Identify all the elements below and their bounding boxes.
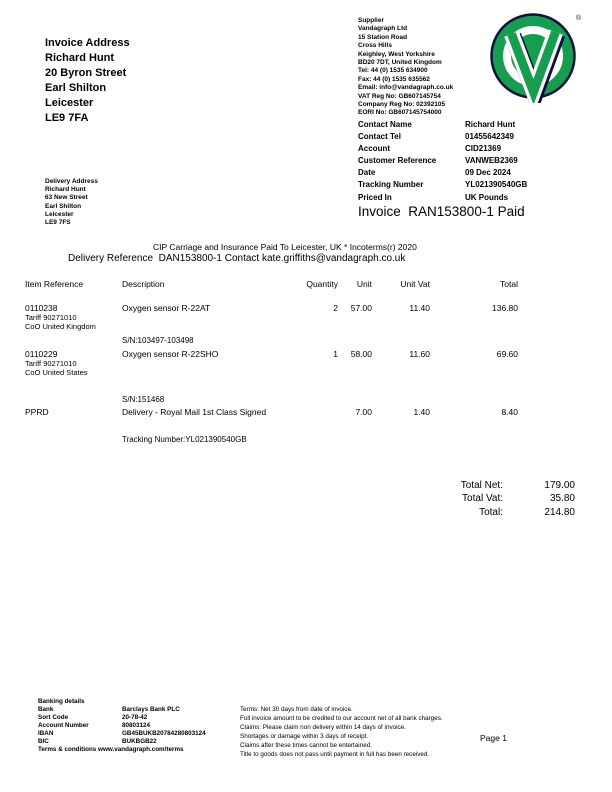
total-label: Total: — [479, 506, 503, 518]
item-unit-vat: 1.40 — [413, 407, 430, 417]
contact-label: Contact Tel — [358, 132, 401, 142]
totals-block — [400, 479, 575, 519]
contact-row — [358, 155, 527, 167]
total-vat-value: 35.80 — [549, 493, 575, 505]
contact-row — [358, 167, 527, 179]
supplier-line: BD20 7DT, United Kingdom — [358, 59, 442, 67]
supplier-line: Email: info@vandagraph.co.uk — [358, 84, 454, 92]
item-unit-vat: 11.60 — [409, 349, 430, 359]
totals-row — [400, 479, 575, 492]
total-value: 214.80 — [544, 506, 575, 518]
iban-label: IBAN — [38, 730, 54, 737]
banking-details-title: Banking details — [38, 698, 85, 705]
delivery-address-line: Richard Hunt — [45, 186, 86, 194]
item-tariff: Tariff 90271010 — [25, 359, 77, 368]
vandagraph-logo — [488, 11, 584, 103]
terms-line: Shortages or damage within 3 days of receipt. — [240, 733, 369, 740]
delivery-address-line: LE9 7FS — [45, 219, 71, 227]
invoice-address-line: LE9 7FA — [45, 112, 89, 124]
contact-value: Richard Hunt — [465, 120, 516, 129]
header-item-reference: Item Reference — [25, 279, 84, 289]
supplier-line: Supplier — [358, 17, 385, 24]
contact-value: YL021390540GB — [465, 180, 528, 190]
item-quantity: 1 — [333, 349, 338, 359]
item-total: 136.80 — [492, 303, 518, 313]
bic-label: BIC — [38, 738, 49, 745]
item-description: Oxygen sensor R-22SHO — [122, 349, 219, 359]
supplier-block — [358, 17, 453, 118]
delivery-reference-line: Delivery Reference DAN153800-1 Contact kate.griffiths@vandagraph.co.uk — [68, 253, 406, 264]
contact-label: Customer Reference — [358, 156, 437, 166]
terms-line: Terms: Net 30 days from date of invoice. — [240, 706, 353, 713]
terms-line: Claims after these times cannot be entertained. — [240, 742, 372, 749]
item-tariff: Tariff 90271010 — [25, 313, 77, 322]
contact-row — [358, 179, 527, 191]
item-unit-vat: 11.40 — [409, 303, 430, 313]
invoice-address-line: Earl Shilton — [45, 82, 107, 94]
item-total: 8.40 — [501, 407, 518, 417]
delivery-address-line: Leicester — [45, 210, 74, 218]
invoice-address-line: Leicester — [45, 97, 94, 109]
bank-value: Barclays Bank PLC — [122, 706, 180, 713]
contact-label: Contact Name — [358, 120, 412, 129]
item-tracking-number: Tracking Number:YL021390540GB — [122, 435, 247, 444]
totals-row — [400, 492, 575, 505]
invoice-address-block — [45, 36, 130, 126]
supplier-line: VAT Reg No: GB607145754 — [358, 92, 441, 100]
terms-block — [240, 705, 443, 759]
item-serial-numbers: S/N:103497-103498 — [122, 336, 194, 345]
contact-value: 09 Dec 2024 — [465, 168, 511, 178]
account-number-label: Account Number — [38, 722, 89, 729]
terms-line: Full invoice amount to be credited to our account net of all bank charges. — [240, 715, 443, 722]
delivery-address-block — [45, 178, 98, 227]
banking-row — [38, 730, 206, 738]
item-total: 69.60 — [496, 349, 518, 359]
item-unit-price: 7.00 — [355, 407, 372, 417]
invoice-address-line: 20 Byron Street — [45, 67, 127, 79]
header-quantity: Quantity — [306, 279, 338, 289]
header-total: Total — [500, 279, 518, 289]
incoterms-line: CIP Carriage and Insurance Paid To Leicester, UK * Incoterms(r) 2020 — [153, 242, 417, 252]
contact-label: Tracking Number — [358, 180, 424, 190]
supplier-line: 15 Station Road — [358, 33, 408, 41]
registered-mark: ® — [576, 15, 582, 22]
contact-row — [358, 143, 527, 155]
bank-label: Bank — [38, 706, 54, 713]
item-reference: PPRD — [25, 407, 49, 417]
terms-line: Claims: Please claim non delivery within 14 days of invoice. — [240, 724, 406, 731]
invoice-title: Invoice RAN153800-1 Paid — [358, 204, 525, 219]
item-reference: 0110238 — [25, 303, 58, 313]
banking-row — [38, 738, 206, 746]
contact-value: CID21369 — [465, 144, 502, 154]
header-unit-vat: Unit Vat — [400, 279, 430, 289]
vandagraph-logo-icon — [488, 11, 584, 103]
item-unit-price: 58.00 — [350, 349, 372, 359]
total-net-label: Total Net: — [460, 480, 503, 491]
supplier-line: Cross Hills — [358, 42, 392, 50]
banking-row — [38, 706, 206, 714]
contact-block — [358, 119, 527, 204]
supplier-line: Company Reg No: 02392105 — [358, 101, 446, 109]
item-description: Oxygen sensor R-22AT — [122, 303, 211, 313]
item-reference: 0110229 — [25, 349, 58, 359]
total-vat-label: Total Vat: — [462, 493, 503, 505]
sort-code-value: 20-78-42 — [122, 714, 148, 721]
contact-value: 01455642349 — [465, 132, 514, 142]
sort-code-label: Sort Code — [38, 714, 69, 721]
contact-value: UK Pounds — [465, 192, 509, 202]
page-number: Page 1 — [480, 733, 507, 743]
contact-row — [358, 131, 527, 143]
item-description: Delivery - Royal Mail 1st Class Signed — [122, 407, 267, 417]
delivery-address-line: 63 New Street — [45, 194, 88, 202]
terms-conditions-url: Terms & conditions www.vandagraph.com/terms — [38, 746, 184, 753]
item-coo: CoO United States — [25, 368, 88, 377]
terms-line: Title to goods does not pass until payment in full has been received. — [240, 751, 430, 758]
header-unit: Unit — [356, 279, 372, 289]
invoice-address-title: Invoice Address — [45, 37, 130, 49]
banking-row — [38, 722, 206, 730]
delivery-address-line: Earl Shilton — [45, 202, 82, 210]
banking-row — [38, 714, 206, 722]
account-number-value: 80803124 — [122, 722, 151, 729]
bic-value: BUKBGB22 — [122, 738, 157, 745]
contact-value: VANWEB2369 — [465, 156, 518, 166]
supplier-line: Fax: 44 (0) 1535 635562 — [358, 75, 430, 83]
iban-value: GB45BUKB20784280803124 — [122, 730, 206, 737]
contact-label: Account — [358, 144, 390, 154]
invoice-address-line: Richard Hunt — [45, 52, 115, 64]
contact-row — [358, 192, 527, 204]
contact-label: Date — [358, 168, 376, 178]
header-description: Description — [122, 279, 165, 289]
item-coo: CoO United Kingdom — [25, 322, 96, 331]
item-quantity: 2 — [333, 303, 338, 313]
totals-row — [400, 506, 575, 519]
item-serial-numbers: S/N:151468 — [122, 395, 165, 404]
supplier-line: Tel: 44 (0) 1535 634900 — [358, 67, 428, 75]
supplier-line: Vandagraph Ltd — [358, 25, 408, 33]
supplier-line: EORI No: GB607145754000 — [358, 109, 442, 117]
delivery-address-title: Delivery Address — [45, 178, 98, 185]
supplier-line: Keighley, West Yorkshire — [358, 50, 435, 58]
contact-row — [358, 119, 527, 131]
banking-details-block — [38, 698, 206, 754]
total-net-value: 179.00 — [544, 480, 575, 491]
contact-label: Priced In — [358, 192, 392, 202]
item-unit-price: 57.00 — [350, 303, 372, 313]
